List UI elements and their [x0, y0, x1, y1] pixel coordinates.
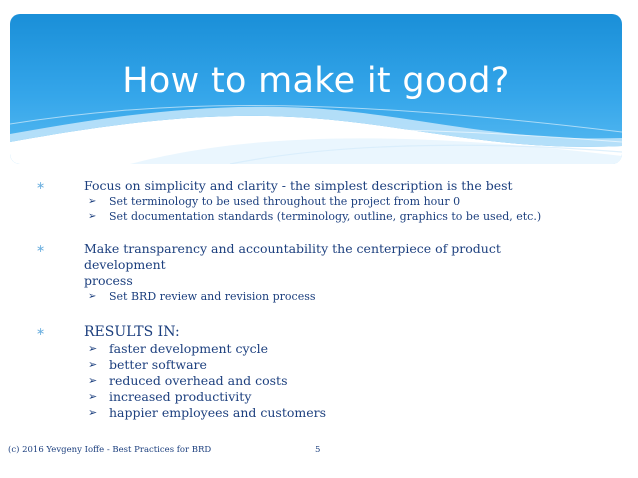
bullet-item	[36, 323, 576, 341]
arrow-bullet-icon: ➢	[88, 358, 98, 371]
title-banner	[10, 14, 622, 164]
sub-bullet-item	[36, 357, 576, 373]
sub-bullet-item	[36, 194, 576, 209]
slide-title: How to make it good?	[122, 61, 510, 101]
arrow-bullet-icon: ➢	[88, 406, 98, 419]
arrow-bullet-icon: ➢	[88, 374, 98, 387]
sub-bullet-text: faster development cycle	[109, 341, 269, 356]
sub-bullet-text: Set terminology to be used throughout the project from hour 0	[109, 195, 461, 208]
sub-bullet-item	[36, 209, 576, 224]
asterisk-bullet-icon: ∗	[36, 325, 46, 338]
arrow-bullet-icon: ➢	[88, 211, 97, 222]
bullet-text-continuation: process	[84, 273, 133, 288]
sub-bullet-item	[36, 373, 576, 389]
sub-bullet-text: increased productivity	[109, 389, 252, 404]
sub-bullet-item	[36, 289, 576, 304]
footer-text: (c) 2016 Yevgeny Ioffe - Best Practices for BRD	[8, 445, 212, 455]
arrow-bullet-icon: ➢	[88, 342, 98, 355]
page-number: 5	[315, 445, 321, 455]
sub-bullet-item	[36, 389, 576, 405]
arrow-bullet-icon: ➢	[88, 291, 97, 302]
sub-bullet-text: happier employees and customers	[109, 405, 327, 420]
sub-bullet-item	[36, 405, 576, 421]
asterisk-bullet-icon: ∗	[36, 179, 46, 192]
sub-bullet-text: reduced overhead and costs	[109, 373, 288, 388]
bullet-text: RESULTS IN:	[84, 324, 180, 340]
bullet-text: Make transparency and accountability the centerpiece of product development	[84, 241, 501, 272]
bullet-list	[36, 178, 576, 421]
sub-bullet-text: Set documentation standards (terminology, outline, graphics to be used, etc.)	[109, 210, 542, 223]
bullet-text: Focus on simplicity and clarity - the simplest description is the best	[84, 178, 513, 193]
sub-bullet-text: better software	[109, 357, 207, 372]
sub-bullet-item	[36, 341, 576, 357]
arrow-bullet-icon: ➢	[88, 390, 98, 403]
bullet-item	[36, 178, 576, 194]
asterisk-bullet-icon: ∗	[36, 242, 46, 255]
sub-bullet-text: Set BRD review and revision process	[109, 290, 316, 303]
bullet-item	[36, 241, 576, 289]
arrow-bullet-icon: ➢	[88, 196, 97, 207]
